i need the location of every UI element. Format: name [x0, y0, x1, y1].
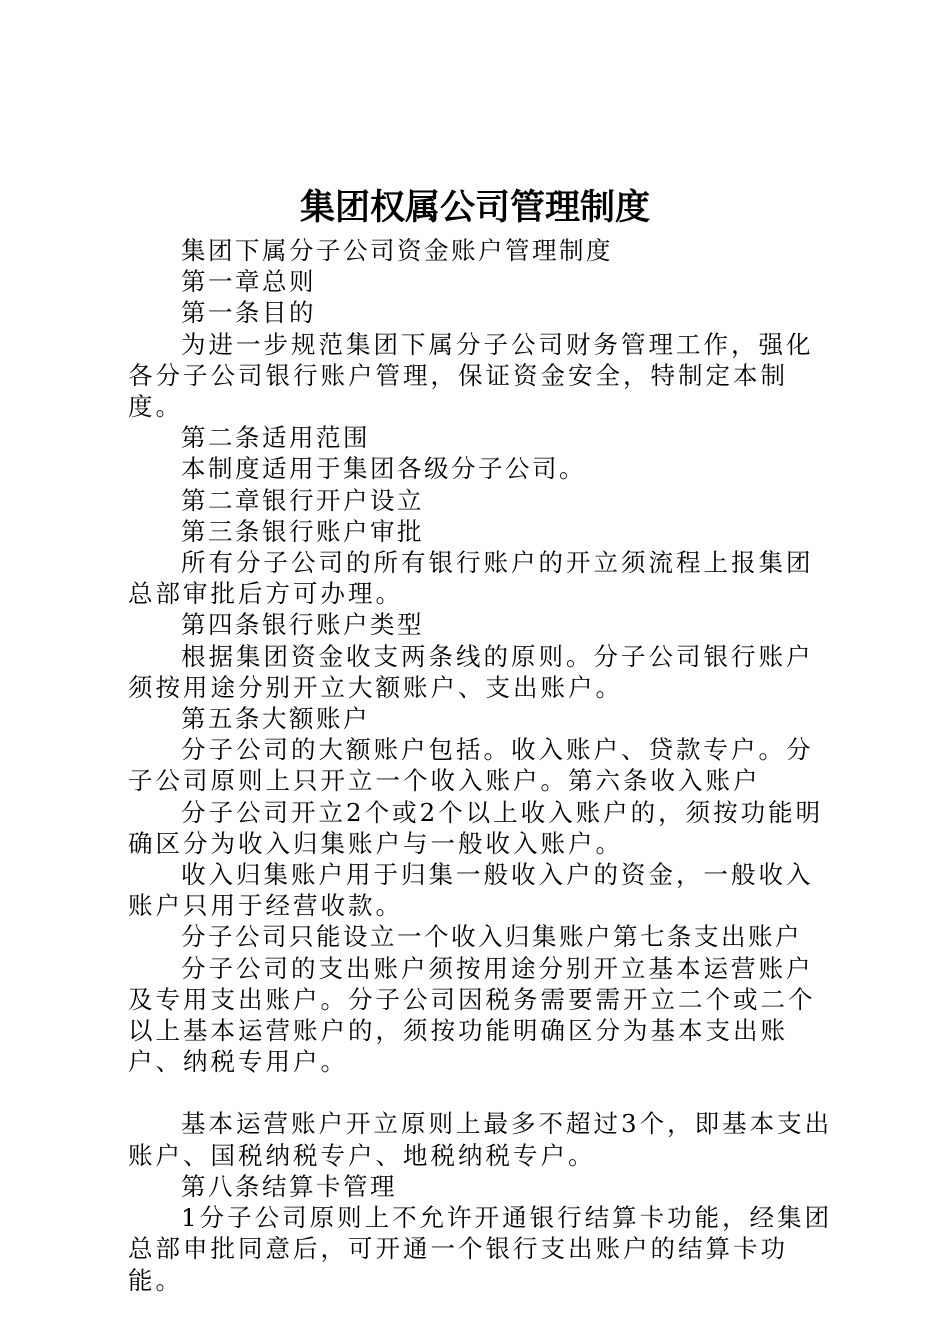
- chapter-heading: 第一章总则: [181, 267, 316, 297]
- paragraph: 根据集团资金收支两条线的原则。分子公司银行账户须按用途分别开立大额账户、支出账户。: [128, 641, 814, 702]
- paragraph: 收入归集账户用于归集一般收入户的资金，一般收入账户只用于经营收款。: [128, 860, 814, 921]
- paragraph: 1分子公司原则上不允许开通银行结算卡功能，经集团总部申批同意后，可开通一个银行支出账户的结算卡功能。: [128, 1203, 833, 1295]
- document-title: 集团权属公司管理制度: [299, 187, 650, 228]
- chapter-heading: 第二章银行开户设立: [181, 485, 424, 515]
- article-heading: 第一条目的: [181, 298, 316, 328]
- paragraph: 分子公司的支出账户须按用途分别开立基本运营账户及专用支出账户。分子公司因税务需要需开立二个或二个以上基本运营账户的，须按功能明确区分为基本支出账户、纳税专用户。: [128, 953, 816, 1077]
- paragraph: 基本运营账户开立原则上最多不超过3个，即基本支出账户、国税纳税专户、地税纳税专户。: [128, 1109, 833, 1170]
- paragraph: 分子公司只能设立一个收入归集账户第七条支出账户: [181, 922, 802, 952]
- article-heading: 第二条适用范围: [181, 423, 370, 453]
- blank-line: [128, 1077, 838, 1108]
- paragraph: 分子公司的大额账户包括。收入账户、贷款专户。分子公司原则上只开立一个收入账户。第六条收入账户: [128, 735, 814, 796]
- subtitle-paragraph: 集团下属分子公司资金账户管理制度: [181, 236, 613, 265]
- article-heading: 第四条银行账户类型: [181, 610, 424, 640]
- article-heading: 第五条大额账户: [181, 704, 370, 734]
- paragraph: 本制度适用于集团各级分子公司。: [181, 454, 586, 484]
- paragraph: 为进一步规范集团下属分子公司财务管理工作，强化各分子公司银行账户管理，保证资金安全，特制定本制度。: [128, 329, 814, 422]
- document-body: [128, 235, 838, 1296]
- paragraph: 分子公司开立2个或2个以上收入账户的，须按功能明确区分为收入归集账户与一般收入账户。: [128, 797, 824, 858]
- article-heading: 第八条结算卡管理: [181, 1171, 397, 1201]
- paragraph: 所有分子公司的所有银行账户的开立须流程上报集团总部审批后方可办理。: [128, 548, 814, 609]
- article-heading: 第三条银行账户审批: [181, 516, 424, 546]
